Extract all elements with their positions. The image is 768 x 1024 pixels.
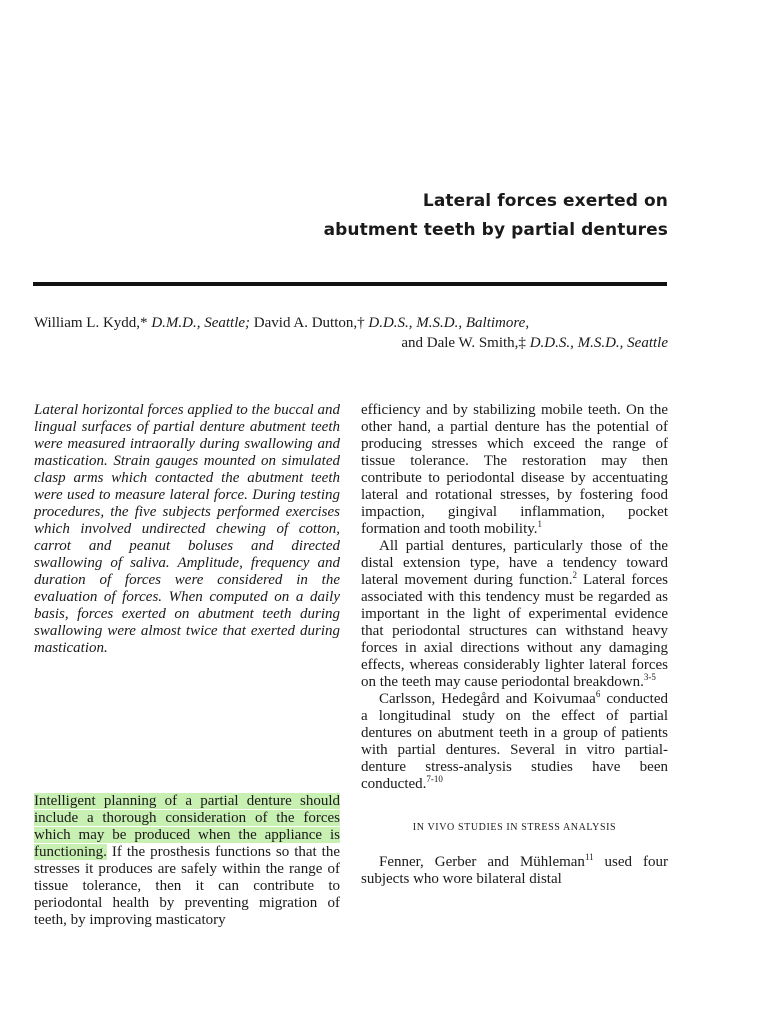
ref-2: 2 <box>572 570 578 580</box>
ref-11: 11 <box>584 852 594 862</box>
paragraph-2 <box>361 538 668 691</box>
intro-paragraph <box>34 793 340 929</box>
abstract: Lateral horizontal forces applied to the buccal and lingual surfaces of partial denture abutment teeth were measured intraorally during swallowing and mastication. Strain gauges mounted on simulated clasp arms which contacted the abutment teeth were used to measure lateral force. During testing procedures, the five subjects performed exercises which involved undirected chewing of cotton, carrot and peanut boluses and directed swallowing of saliva. Amplitude, frequency and duration of forces were considered in the evaluation of forces. When computed on a daily basis, forces exerted on abutment teeth during swallowing were almost twice that exerted during mastication. <box>34 402 340 656</box>
title-line-1: Lateral forces exerted on <box>422 191 668 211</box>
paragraph-4-text-b: used four subjects who wore bilateral distal <box>361 854 668 887</box>
paragraph-1 <box>361 402 668 538</box>
title-line-2: abutment teeth by partial dentures <box>323 220 668 240</box>
ref-3-5: 3-5 <box>643 672 656 682</box>
paragraph-1-text: efficiency and by stabilizing mobile teeth. On the other hand, a partial denture has the potential of producing stresses which exceed the range of tissue tolerance. The restoration may then contribute to periodontal disease by accentuating lateral and rotational stresses, by fostering food impaction, gingival inflammation, pocket formation and tooth mobility. <box>361 402 668 537</box>
ref-7-10: 7-10 <box>426 774 443 784</box>
paragraph-4-text-a: Fenner, Gerber and Mühleman <box>379 854 585 870</box>
ref-6: 6 <box>595 689 601 699</box>
author-line-2 <box>34 333 668 353</box>
author-1-name: William L. Kydd,* <box>34 315 152 331</box>
paragraph-2-text-b: Lateral forces associated with this tendency must be regarded as important in the light of experimental evidence that periodontal structures can withstand heavy forces in axial directions without any damaging effects, whereas considerably lighter lateral forces on the teeth may cause periodontal breakdown. <box>361 572 668 690</box>
ref-1: 1 <box>537 519 543 529</box>
article-title <box>324 187 668 245</box>
highlighted-text[interactable]: Intelligent planning of a partial denture should include a thorough consideration of the forces which may be produced when the appliance is functioning. <box>34 793 340 860</box>
intro-text: If the prosthesis functions so that the stresses it produces are safely within the range of tissue tolerance, then it can contribute to periodontal health by preventing migration of teeth, by improving masticatory <box>34 844 340 928</box>
paragraph-3 <box>361 691 668 793</box>
title-rule <box>33 282 667 286</box>
author-byline <box>34 313 668 353</box>
paragraph-2-text-a: All partial dentures, particularly those of the distal extension type, have a tendency toward lateral movement during function. <box>361 538 668 588</box>
author-1-credentials: D.M.D., Seattle; <box>151 315 251 331</box>
author-2-name: David A. Dutton,† <box>250 315 369 331</box>
author-2-credentials: D.D.S., M.S.D., Baltimore, <box>368 315 530 331</box>
left-column <box>34 402 340 928</box>
author-3-credentials: D.D.S., M.S.D., Seattle <box>529 335 668 351</box>
author-3-name: and Dale W. Smith,‡ <box>401 335 530 351</box>
section-heading: IN VIVO STUDIES IN STRESS ANALYSIS <box>412 822 617 833</box>
author-line-1 <box>34 313 668 333</box>
paragraph-3-text-a: Carlsson, Hedegård and Koivumaa <box>379 691 596 707</box>
paragraph-3-text-b: conducted a longitudinal study on the effect of partial dentures on abutment teeth in a group of patients with partial dentures. Several in vitro partial-denture stress-analysis studies have been conducted. <box>361 691 668 792</box>
paragraph-4 <box>361 854 668 888</box>
right-column <box>361 402 668 888</box>
